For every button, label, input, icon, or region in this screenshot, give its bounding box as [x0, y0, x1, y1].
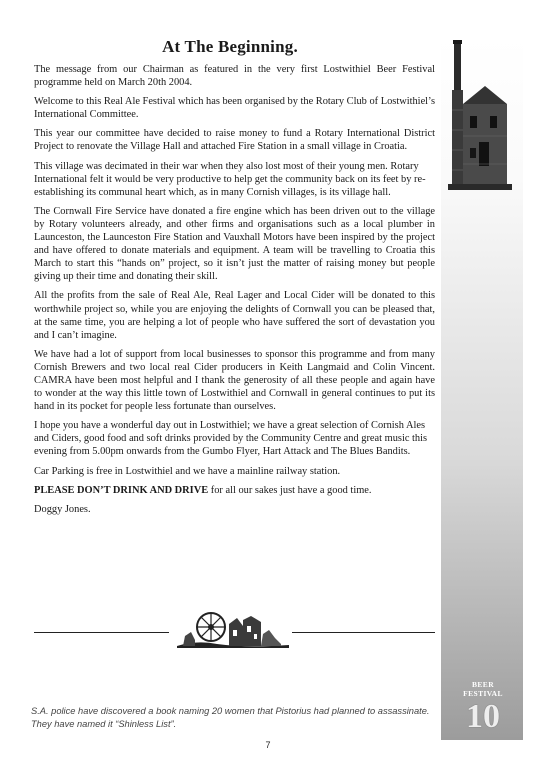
divider-line-left [34, 632, 169, 633]
paragraph-village: This village was decimated in their war when they also lost most of their young men. Rotary International felt it would be very productive to help get the community back on its feet by re-establishing its communal heart which, as in many Cornish villages, is its village hall. [34, 160, 426, 198]
paragraph-dont-drink-drive [34, 484, 435, 497]
decorative-divider [34, 608, 435, 648]
page-title: At The Beginning. [162, 37, 298, 56]
paragraph-intro: The message from our Chairman as featured in the very first Lostwithiel Beer Festival programme held on March 20th 2004. [34, 64, 435, 89]
drink-drive-emphasis: PLEASE DON’T DRINK AND DRIVE [34, 484, 209, 496]
paragraph-project: This year our committee have decided to raise money to fund a Rotary International District Project to renovate the Village Hall and attached Fire Station in a small village in Croatia. [34, 128, 435, 153]
paragraph-parking: Car Parking is free in Lostwithiel and we have a mainline railway station. [34, 465, 341, 477]
footnote-joke: S.A. police have discovered a book naming 20 women that Pistorius had planned to assassinate. They have named it “Shinless List”. [31, 706, 430, 729]
paragraph-welcome: Welcome to this Real Ale Festival which has been organised by the Rotary Club of Lostwithiel’s International Committee. [34, 96, 435, 121]
badge-label: BEER FESTIVAL [463, 680, 503, 698]
paragraph-fire-service: The Cornwall Fire Service have donated a fire engine which has been driven out to the village by Rotary volunteers already, and other firms and organisations such as a local plumber in Launceston, the Launceston Fire Station and Vauxhall Motors have been inspired by the project and have offered to donate materials and equipment. A team will be travelling to Croatia this March to start this “hands on” project, so it isn’t just the matter of raising money but people giving up their time and donating their skill. [34, 205, 435, 283]
badge-number: 10 [466, 698, 500, 735]
drink-drive-rest: for all our sakes just have a good time. [208, 484, 372, 496]
article-body [34, 63, 435, 522]
paragraph-profits: All the profits from the sale of Real Ale, Real Lager and Local Cider will be donated to this worthwhile project so, while you are enjoying the delights of Cornwall you can be pleased that, at the same time, you are helping a lot of people who have suffered the sort of devastation you and I can’t imagine. [34, 290, 435, 341]
paragraph-support: We have had a lot of support from local businesses to sponsor this programme and from many Cornish Brewers and two local real Cider producers in Keith Langmaid and Colin Vincent. CAMRA have been most helpful and I thank the generosity of all these people and again have to wonder at the way this little town of Lostwithiel and Cornwall in general continues to put its hand in its pocket for people less fortunate than ourselves. [34, 348, 435, 413]
signature: Doggy Jones. [34, 503, 91, 515]
page-number: 7 [265, 740, 271, 750]
engine-house-illustration [448, 40, 514, 190]
beer-festival-badge [451, 677, 515, 735]
paragraph-day-out: I hope you have a wonderful day out in Lostwithiel; we have a great selection of Cornish Ales and Ciders, good food and soft drinks provided by the Community Centre and great music this evening from 5.00pm onwards from the Gumbo Flyer, Hart Attack and The Blues Bandits. [34, 420, 428, 458]
divider-line-right [292, 632, 435, 633]
waterwheel-ruin-illustration [177, 610, 289, 648]
